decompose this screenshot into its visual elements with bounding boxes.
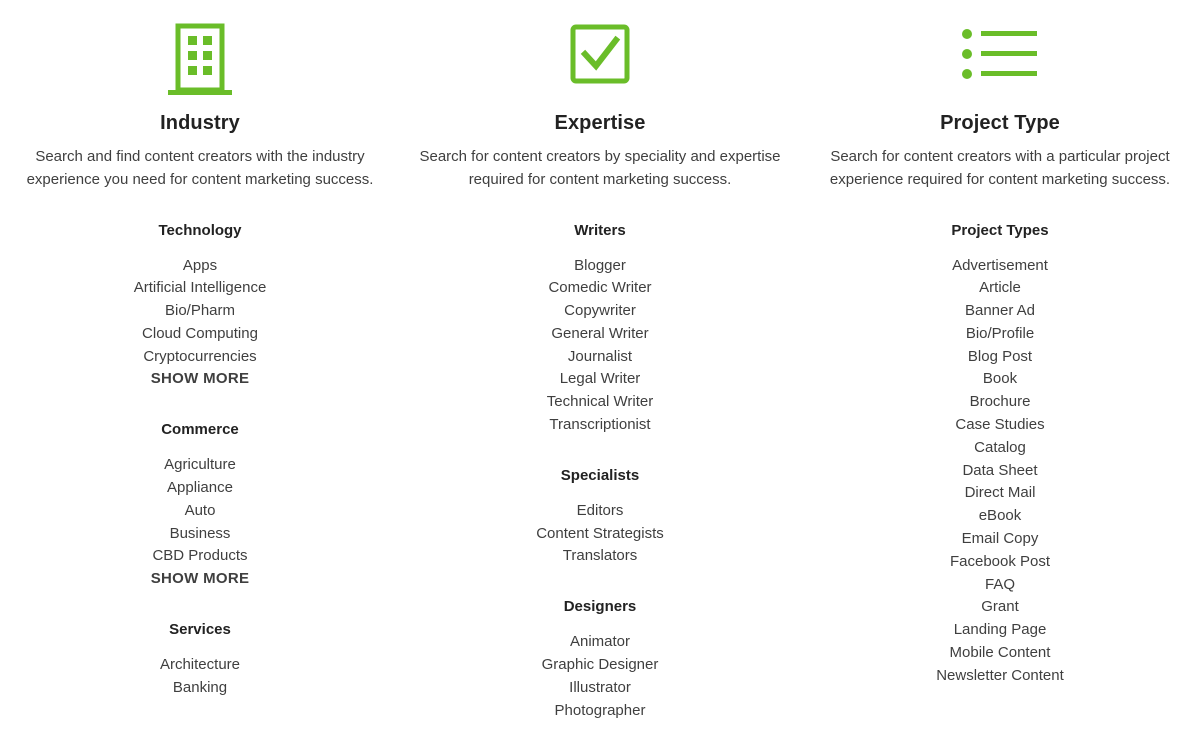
group-list — [414, 500, 786, 568]
column-expertise — [400, 22, 800, 722]
list-item[interactable]: Animator — [569, 633, 631, 651]
list-item[interactable]: Blogger — [574, 256, 626, 274]
list-item[interactable]: Technical Writer — [546, 393, 654, 411]
list-item[interactable]: Artificial Intelligence — [133, 279, 267, 297]
list-item[interactable]: Article — [979, 279, 1021, 297]
group-title: Services — [169, 621, 231, 639]
group-list — [14, 255, 386, 392]
group-title: Commerce — [161, 421, 239, 439]
column-industry — [0, 22, 400, 700]
list-item[interactable]: Blog Post — [967, 347, 1033, 365]
list-item[interactable]: Cloud Computing — [142, 324, 258, 342]
group-list — [414, 631, 786, 722]
group-title: Project Types — [951, 221, 1049, 239]
list-item[interactable]: Architecture — [159, 656, 241, 674]
group-list — [814, 255, 1186, 688]
group-designers — [414, 598, 786, 722]
list-item[interactable]: Newsletter Content — [936, 666, 1064, 684]
group-list — [414, 255, 786, 437]
list-item[interactable]: Banking — [172, 678, 228, 696]
list-item[interactable]: Editors — [576, 501, 624, 519]
group-project-types — [814, 222, 1186, 688]
group-writers — [414, 222, 786, 437]
list-item[interactable]: Business — [169, 524, 231, 542]
list-item[interactable]: Content Strategists — [536, 524, 664, 542]
list-item[interactable]: Advertisement — [952, 256, 1048, 274]
list-item[interactable]: General Writer — [551, 324, 649, 342]
column-title: Industry — [160, 112, 240, 134]
list-item[interactable]: Mobile Content — [949, 644, 1051, 662]
list-item[interactable]: Appliance — [167, 479, 233, 497]
list-item[interactable]: Email Copy — [961, 530, 1039, 548]
group-list — [14, 454, 386, 591]
group-services — [14, 621, 386, 700]
list-item[interactable]: FAQ — [984, 575, 1015, 593]
list-item[interactable]: Legal Writer — [559, 370, 641, 388]
list-item[interactable]: Auto — [184, 501, 216, 519]
list-item[interactable]: Cryptocurrencies — [143, 347, 257, 365]
list-item[interactable]: Agriculture — [164, 456, 236, 474]
list-item[interactable]: Book — [982, 370, 1018, 388]
group-specialists — [414, 467, 786, 568]
group-title: Designers — [563, 598, 637, 616]
list-item[interactable]: Apps — [182, 256, 218, 274]
column-description: Search for content creators by speciality and expertise required for content marketing success. — [419, 148, 781, 189]
list-item[interactable]: Bio/Pharm — [164, 302, 236, 320]
show-more-link[interactable]: SHOW MORE — [150, 570, 250, 588]
list-item[interactable]: Direct Mail — [964, 484, 1036, 502]
list-item[interactable]: Transcriptionist — [549, 416, 651, 434]
list-item[interactable]: Comedic Writer — [548, 279, 652, 297]
group-title: Writers — [574, 221, 626, 239]
list-item[interactable]: CBD Products — [152, 547, 248, 565]
group-technology — [14, 222, 386, 392]
bullet-list-icon — [814, 22, 1186, 98]
list-item[interactable]: eBook — [978, 507, 1022, 525]
list-item[interactable]: Bio/Profile — [965, 324, 1035, 342]
building-icon — [14, 22, 386, 98]
list-item[interactable]: Translators — [562, 547, 638, 565]
list-item[interactable]: Journalist — [567, 347, 633, 365]
group-title: Specialists — [560, 466, 640, 484]
list-item[interactable]: Graphic Designer — [541, 656, 659, 674]
column-description: Search for content creators with a particular project experience required for content marketing success. — [829, 148, 1171, 189]
column-description: Search and find content creators with the industry experience you need for content marketing success. — [26, 148, 374, 189]
group-list — [14, 654, 386, 700]
list-item[interactable]: Case Studies — [955, 416, 1045, 434]
list-item[interactable]: Banner Ad — [964, 302, 1036, 320]
list-item[interactable]: Data Sheet — [962, 461, 1038, 479]
list-item[interactable]: Brochure — [969, 393, 1031, 411]
column-title: Expertise — [554, 112, 646, 134]
list-item[interactable]: Grant — [981, 598, 1019, 616]
list-item[interactable]: Landing Page — [953, 621, 1047, 639]
list-item[interactable]: Copywriter — [564, 302, 636, 320]
checkmark-box-icon — [414, 22, 786, 98]
list-item[interactable]: Illustrator — [569, 678, 631, 696]
group-commerce — [14, 421, 386, 591]
list-item[interactable]: Catalog — [974, 438, 1026, 456]
column-title: Project Type — [940, 112, 1060, 134]
column-project-type — [800, 22, 1200, 688]
list-item[interactable]: Facebook Post — [949, 552, 1051, 570]
list-item[interactable]: Photographer — [554, 701, 646, 719]
group-title: Technology — [158, 221, 242, 239]
show-more-link[interactable]: SHOW MORE — [150, 370, 250, 388]
